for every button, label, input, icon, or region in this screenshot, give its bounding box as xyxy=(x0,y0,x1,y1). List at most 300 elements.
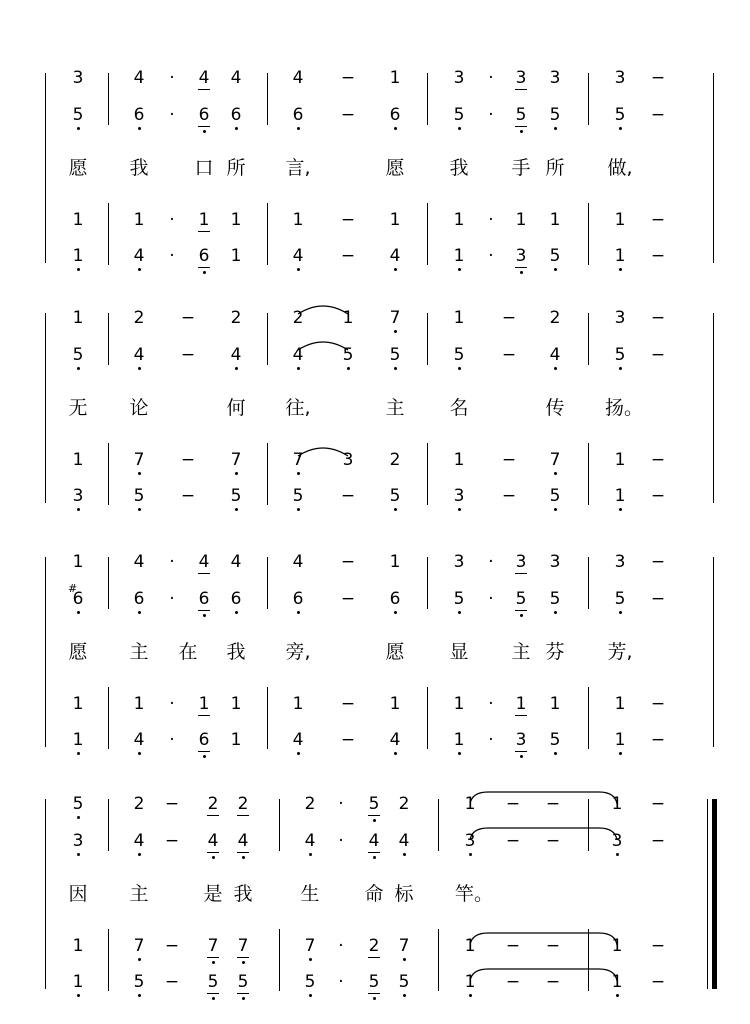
octave-dot xyxy=(235,508,238,511)
dot-symbol: · xyxy=(338,936,344,956)
lyric-char: 显 xyxy=(449,641,469,663)
note-number: 5 xyxy=(608,345,632,365)
note-number: 4 xyxy=(362,831,386,851)
dot-symbol: · xyxy=(488,210,494,230)
note-number: 1 xyxy=(515,210,527,230)
octave-dot xyxy=(458,508,461,511)
underline-mark xyxy=(207,957,219,958)
octave-dot xyxy=(554,268,557,271)
dot-symbol: · xyxy=(169,246,175,266)
note-number: 5 xyxy=(286,486,310,506)
note-number: 4 xyxy=(127,246,151,266)
underline-mark xyxy=(198,715,210,716)
note-number: 7 xyxy=(392,936,416,956)
note-number: 4 xyxy=(127,730,151,750)
note-number: 3 xyxy=(66,486,90,506)
octave-dot xyxy=(309,853,312,856)
note-number: 1 xyxy=(230,246,242,266)
note-number: 7 xyxy=(231,936,255,956)
note-number: 1 xyxy=(608,486,632,506)
lyric-char: 愿 xyxy=(385,641,405,663)
note-number: 4 xyxy=(198,68,210,88)
octave-dot xyxy=(347,367,350,370)
note-number: 1 xyxy=(614,210,626,230)
barline xyxy=(267,557,268,609)
underline-mark xyxy=(207,852,219,853)
note-number: 3 xyxy=(509,246,533,266)
barline xyxy=(267,313,268,365)
octave-dot xyxy=(138,268,141,271)
lyric-char: 扬。 xyxy=(605,397,644,419)
barline xyxy=(588,557,589,609)
dot-symbol: · xyxy=(338,831,344,851)
note-number: 4 xyxy=(392,831,416,851)
dash-symbol: − xyxy=(340,105,356,125)
note-number: 6 xyxy=(286,589,310,609)
note-number: 2 xyxy=(398,794,410,814)
note-number: 5 xyxy=(336,345,360,365)
barline xyxy=(588,313,589,365)
octave-dot xyxy=(458,752,461,755)
note-number: 4 xyxy=(230,552,242,572)
octave-dot xyxy=(138,853,141,856)
dash-symbol: − xyxy=(505,794,521,814)
octave-dot xyxy=(77,752,80,755)
dash-symbol: − xyxy=(505,972,521,992)
octave-dot xyxy=(403,853,406,856)
lyric-char: 愿 xyxy=(68,157,88,179)
note-number: 5 xyxy=(298,972,322,992)
note-number: 1 xyxy=(447,730,471,750)
lyric-char: 所 xyxy=(545,157,565,179)
note-number: 1 xyxy=(614,450,626,470)
lyric-char: 在 xyxy=(178,641,198,663)
octave-dot xyxy=(235,367,238,370)
dash-symbol: − xyxy=(545,936,561,956)
note-number: 1 xyxy=(453,694,465,714)
note-number: 1 xyxy=(389,694,401,714)
octave-dot xyxy=(554,367,557,370)
note-number: 3 xyxy=(453,68,465,88)
note-number: 5 xyxy=(362,794,386,814)
octave-dot xyxy=(203,130,206,133)
note-number: 6 xyxy=(383,105,407,125)
octave-dot xyxy=(394,508,397,511)
note-number: 1 xyxy=(292,210,304,230)
note-number: 7 xyxy=(201,936,225,956)
note-number: 6 xyxy=(127,589,151,609)
note-number: 6 # xyxy=(66,589,90,609)
octave-dot xyxy=(373,997,376,1000)
note-number: 7 xyxy=(298,936,322,956)
dash-symbol: − xyxy=(650,308,666,328)
note-number: 5 xyxy=(543,246,567,266)
octave-dot xyxy=(77,127,80,130)
barline xyxy=(588,799,589,851)
octave-dot xyxy=(554,752,557,755)
lyric-char: 主 xyxy=(129,883,149,905)
octave-dot xyxy=(77,611,80,614)
note-number: 3 xyxy=(614,68,626,88)
note-number: 7 xyxy=(127,936,151,956)
note-number: 4 xyxy=(198,552,210,572)
note-number: 5 xyxy=(447,589,471,609)
barline xyxy=(427,443,428,505)
note-number: 1 xyxy=(342,308,354,328)
dot-symbol: · xyxy=(169,105,175,125)
octave-dot xyxy=(520,614,523,617)
dot-symbol: · xyxy=(488,246,494,266)
note-number: 3 xyxy=(458,831,482,851)
underline-mark xyxy=(368,815,380,816)
note-number: 4 xyxy=(286,730,310,750)
note-number: 3 xyxy=(342,450,354,470)
slur xyxy=(296,302,350,316)
note-number: 3 xyxy=(515,552,527,572)
lyric-char: 往, xyxy=(285,397,311,419)
lyric-char: 传 xyxy=(545,397,565,419)
note-number: 5 xyxy=(362,972,386,992)
octave-dot xyxy=(458,268,461,271)
dash-symbol: − xyxy=(545,794,561,814)
note-number: 3 xyxy=(549,552,561,572)
note-number: 1 xyxy=(66,246,90,266)
note-number: 1 xyxy=(133,694,145,714)
barline xyxy=(588,687,589,749)
lyric-char: 手 xyxy=(511,157,531,179)
note-number: 6 xyxy=(224,105,248,125)
sharp-sign: # xyxy=(68,582,78,595)
dash-symbol: − xyxy=(501,450,517,470)
octave-dot xyxy=(235,611,238,614)
note-number: 5 xyxy=(383,486,407,506)
note-number: 5 xyxy=(543,105,567,125)
note-number: 1 xyxy=(611,936,623,956)
note-number: 3 xyxy=(614,308,626,328)
note-number: 1 xyxy=(72,552,84,572)
lyric-char: 竿。 xyxy=(455,883,494,905)
note-number: 5 xyxy=(231,972,255,992)
dot-symbol: · xyxy=(169,694,175,714)
note-number: 5 xyxy=(201,972,225,992)
note-number: 7 xyxy=(286,450,310,470)
octave-dot xyxy=(554,611,557,614)
octave-dot xyxy=(619,752,622,755)
octave-dot xyxy=(394,367,397,370)
underline-mark xyxy=(515,126,527,127)
note-number: 4 xyxy=(383,246,407,266)
octave-dot xyxy=(458,611,461,614)
barline xyxy=(427,203,428,265)
underline-mark xyxy=(515,267,527,268)
note-number: 4 xyxy=(127,345,151,365)
octave-dot xyxy=(77,367,80,370)
octave-dot xyxy=(77,816,80,819)
note-number: 1 xyxy=(605,972,629,992)
underline-mark xyxy=(515,573,527,574)
octave-dot xyxy=(203,755,206,758)
note-number: 3 xyxy=(72,68,84,88)
octave-dot xyxy=(616,994,619,997)
note-number: 1 xyxy=(464,936,476,956)
dash-symbol: − xyxy=(340,68,356,88)
lyric-char: 主 xyxy=(511,641,531,663)
underline-mark xyxy=(198,126,210,127)
lyric-char: 芳, xyxy=(607,641,633,663)
octave-dot xyxy=(458,127,461,130)
note-number: 5 xyxy=(66,105,90,125)
octave-dot xyxy=(619,611,622,614)
note-number: 4 xyxy=(133,68,145,88)
octave-dot xyxy=(619,508,622,511)
octave-dot xyxy=(203,271,206,274)
underline-mark xyxy=(515,751,527,752)
note-number: 5 xyxy=(608,105,632,125)
octave-dot xyxy=(373,819,376,822)
note-number: 1 xyxy=(198,210,210,230)
barline xyxy=(45,799,46,989)
note-number: 1 xyxy=(549,694,561,714)
octave-dot xyxy=(297,268,300,271)
octave-dot xyxy=(403,958,406,961)
octave-dot xyxy=(138,127,141,130)
note-number: 4 xyxy=(286,246,310,266)
octave-dot xyxy=(212,997,215,1000)
octave-dot xyxy=(309,958,312,961)
barline xyxy=(279,799,280,851)
note-number: 1 xyxy=(72,450,84,470)
note-number: 1 xyxy=(453,210,465,230)
dash-symbol: − xyxy=(650,831,666,851)
note-number: 1 xyxy=(72,210,84,230)
underline-mark xyxy=(368,957,380,958)
octave-dot xyxy=(138,508,141,511)
octave-dot xyxy=(520,755,523,758)
note-number: 4 xyxy=(298,831,322,851)
note-number: 1 xyxy=(133,210,145,230)
dot-symbol: · xyxy=(488,589,494,609)
note-number: 1 xyxy=(389,210,401,230)
barline xyxy=(267,73,268,125)
dot-symbol: · xyxy=(169,552,175,572)
octave-dot xyxy=(394,752,397,755)
dot-symbol: · xyxy=(488,694,494,714)
dash-symbol: − xyxy=(505,936,521,956)
lyric-char: 名 xyxy=(449,397,469,419)
note-number: 5 xyxy=(66,345,90,365)
note-number: 3 xyxy=(447,486,471,506)
dash-symbol: − xyxy=(340,552,356,572)
note-number: 1 xyxy=(453,450,465,470)
dash-symbol: − xyxy=(180,345,196,365)
lyric-char: 口 xyxy=(194,157,214,179)
barline xyxy=(108,313,109,365)
lyric-char: 主 xyxy=(385,397,405,419)
dash-symbol: − xyxy=(340,589,356,609)
octave-dot xyxy=(309,994,312,997)
octave-dot xyxy=(297,127,300,130)
lyric-char: 愿 xyxy=(385,157,405,179)
underline-mark xyxy=(198,610,210,611)
lyric-char: 标 xyxy=(394,883,414,905)
octave-dot xyxy=(619,268,622,271)
lyric-char: 生 xyxy=(300,883,320,905)
underline-mark xyxy=(237,957,249,958)
tie xyxy=(468,790,619,806)
note-number: 7 xyxy=(127,450,151,470)
note-number: 6 xyxy=(383,589,407,609)
note-number: 5 xyxy=(543,589,567,609)
note-number: 2 xyxy=(304,794,316,814)
lyric-char: 所 xyxy=(226,157,246,179)
note-number: 2 xyxy=(133,308,145,328)
octave-dot xyxy=(138,752,141,755)
octave-dot xyxy=(394,268,397,271)
underline-mark xyxy=(198,267,210,268)
underline-mark xyxy=(207,993,219,994)
barline xyxy=(713,73,714,263)
dash-symbol: − xyxy=(340,694,356,714)
octave-dot xyxy=(212,856,215,859)
note-number: 3 xyxy=(515,68,527,88)
octave-dot xyxy=(297,367,300,370)
dash-symbol: − xyxy=(501,486,517,506)
note-number: 4 xyxy=(224,345,248,365)
dash-symbol: − xyxy=(501,345,517,365)
slur xyxy=(296,444,350,458)
note-number: 4 xyxy=(133,552,145,572)
barline xyxy=(713,557,714,747)
note-number: 5 xyxy=(383,345,407,365)
octave-dot xyxy=(242,997,245,1000)
dash-symbol: − xyxy=(650,486,666,506)
barline xyxy=(45,73,46,263)
note-number: 6 xyxy=(192,105,216,125)
note-number: 5 xyxy=(392,972,416,992)
octave-dot xyxy=(242,856,245,859)
note-number: 5 xyxy=(447,105,471,125)
note-number: 6 xyxy=(192,246,216,266)
note-number: 6 xyxy=(286,105,310,125)
dash-symbol: − xyxy=(650,450,666,470)
lyric-char: 我 xyxy=(129,157,149,179)
barline xyxy=(427,687,428,749)
octave-dot xyxy=(77,853,80,856)
dash-symbol: − xyxy=(180,308,196,328)
note-number: 5 xyxy=(509,589,533,609)
octave-dot xyxy=(554,472,557,475)
octave-dot xyxy=(403,994,406,997)
octave-dot xyxy=(242,961,245,964)
slur xyxy=(296,338,350,352)
octave-dot xyxy=(235,127,238,130)
octave-dot xyxy=(77,268,80,271)
dash-symbol: − xyxy=(650,730,666,750)
dash-symbol: − xyxy=(650,589,666,609)
lyric-char: 主 xyxy=(129,641,149,663)
note-number: 1 xyxy=(72,694,84,714)
lyric-char: 何 xyxy=(226,397,246,419)
dot-symbol: · xyxy=(169,68,175,88)
note-number: 4 xyxy=(543,345,567,365)
dash-symbol: − xyxy=(505,831,521,851)
barline xyxy=(108,203,109,265)
barline xyxy=(108,557,109,609)
octave-dot xyxy=(138,472,141,475)
note-number: 5 xyxy=(543,730,567,750)
note-number: 1 xyxy=(611,794,623,814)
note-number: 2 xyxy=(230,308,242,328)
lyric-char: 我 xyxy=(449,157,469,179)
note-number: 1 xyxy=(458,972,482,992)
lyric-char: 做, xyxy=(607,157,633,179)
underline-mark xyxy=(207,815,219,816)
underline-mark xyxy=(515,610,527,611)
dash-symbol: − xyxy=(650,105,666,125)
note-number: 5 xyxy=(127,972,151,992)
dash-symbol: − xyxy=(501,308,517,328)
octave-dot xyxy=(138,958,141,961)
barline-final-thin xyxy=(707,799,708,989)
dash-symbol: − xyxy=(340,730,356,750)
barline xyxy=(427,73,428,125)
barline xyxy=(588,73,589,125)
note-number: 2 xyxy=(207,794,219,814)
barline xyxy=(45,557,46,747)
note-number: 1 xyxy=(230,694,242,714)
note-number: 1 xyxy=(230,730,242,750)
note-number: 1 xyxy=(389,68,401,88)
dot-symbol: · xyxy=(169,730,175,750)
barline xyxy=(438,799,439,851)
barline xyxy=(108,687,109,749)
dash-symbol: − xyxy=(650,936,666,956)
note-number: 3 xyxy=(453,552,465,572)
underline-mark xyxy=(368,993,380,994)
dot-symbol: · xyxy=(488,552,494,572)
dash-symbol: − xyxy=(180,450,196,470)
lyric-char: 命 xyxy=(364,883,384,905)
note-number: 1 xyxy=(453,308,465,328)
lyric-char: 旁, xyxy=(285,641,311,663)
barline xyxy=(588,443,589,505)
barline xyxy=(438,929,439,991)
note-number: 1 xyxy=(608,730,632,750)
note-number: 5 xyxy=(66,794,90,814)
note-number: 5 xyxy=(447,345,471,365)
note-number: 4 xyxy=(231,831,255,851)
dash-symbol: − xyxy=(650,794,666,814)
underline-mark xyxy=(515,715,527,716)
note-number: 2 xyxy=(549,308,561,328)
barline xyxy=(713,313,714,503)
lyric-char: 是 xyxy=(203,883,223,905)
octave-dot xyxy=(138,367,141,370)
note-number: 2 xyxy=(237,794,249,814)
underline-mark xyxy=(237,852,249,853)
octave-dot xyxy=(138,994,141,997)
octave-dot xyxy=(235,472,238,475)
octave-dot xyxy=(520,130,523,133)
barline xyxy=(108,73,109,125)
dash-symbol: − xyxy=(545,831,561,851)
note-number: 4 xyxy=(230,68,242,88)
dash-symbol: − xyxy=(164,972,180,992)
note-number: 4 xyxy=(383,730,407,750)
note-number: 1 xyxy=(608,246,632,266)
octave-dot xyxy=(458,367,461,370)
octave-dot xyxy=(77,508,80,511)
